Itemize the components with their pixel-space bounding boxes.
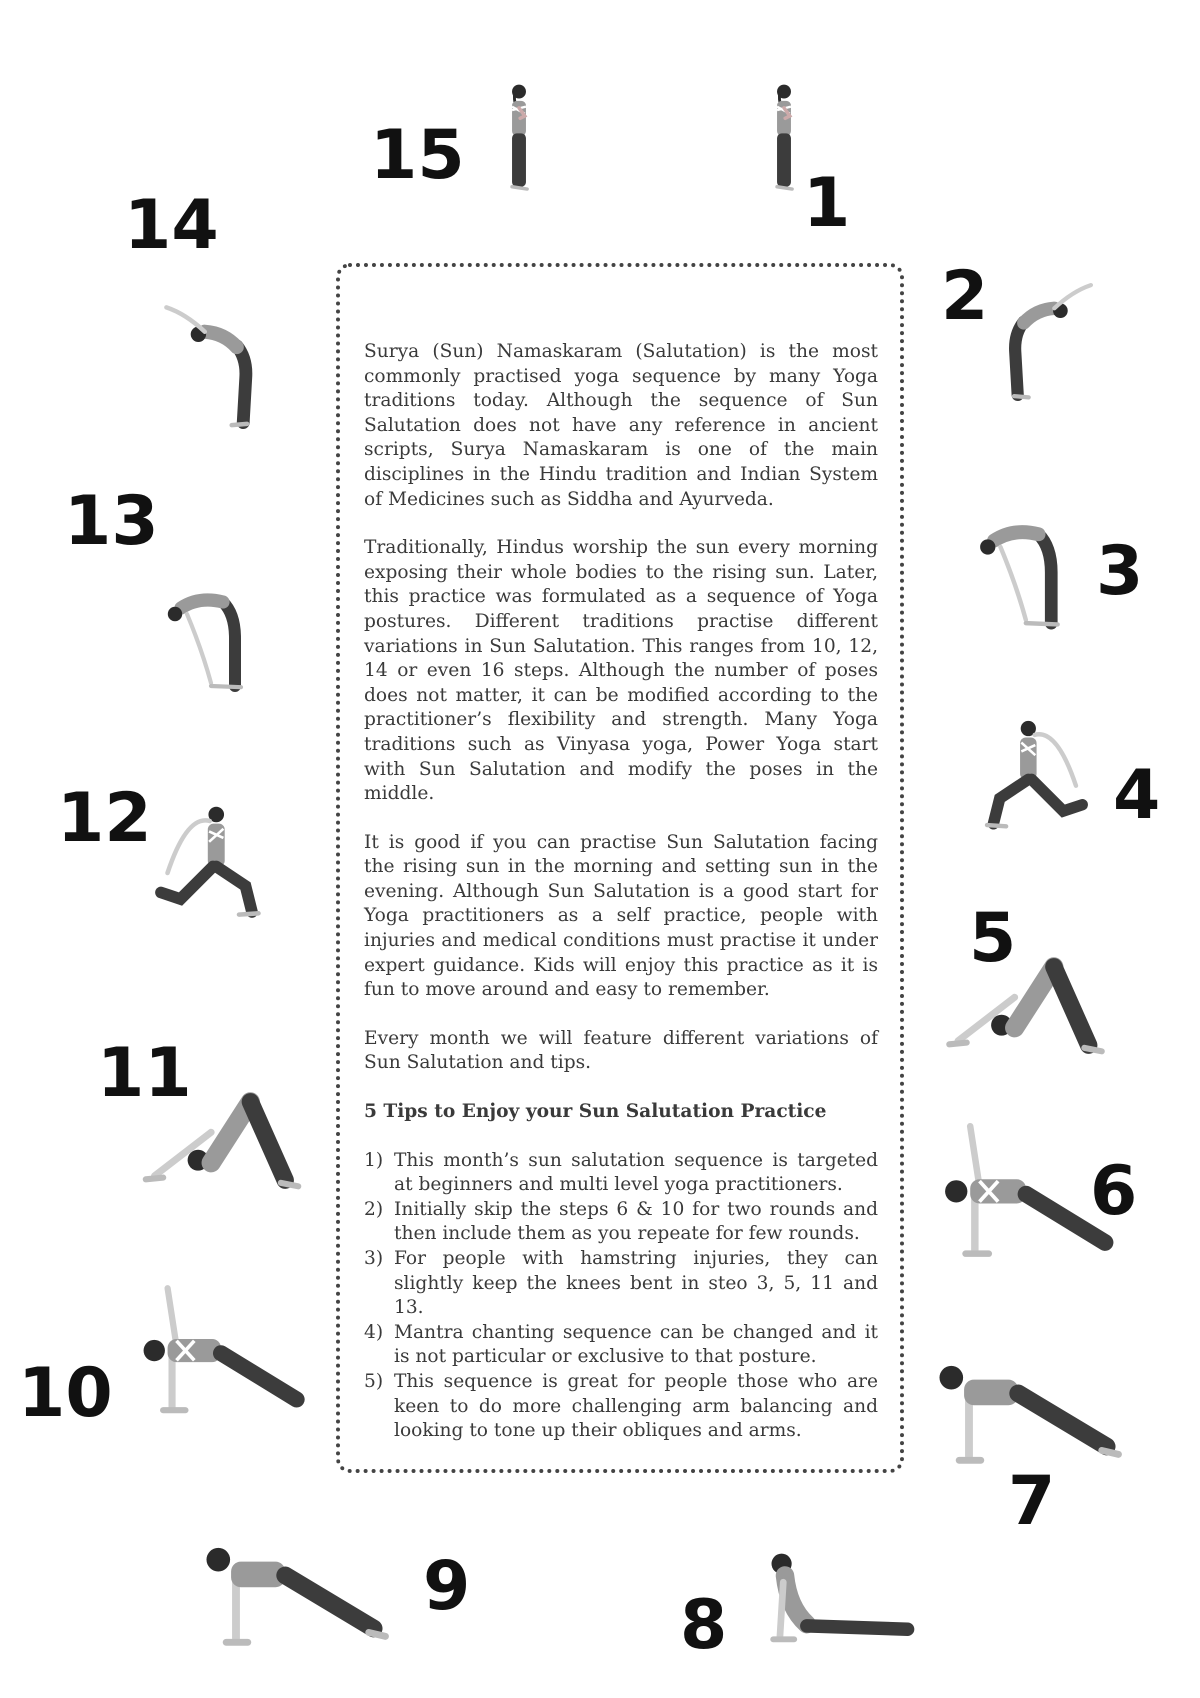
tip-item <box>364 1247 878 1321</box>
pose-12-figure <box>148 780 278 940</box>
article-body <box>364 340 878 1444</box>
step-number-3: 3 <box>1096 532 1144 611</box>
pose-1-figure <box>755 35 813 241</box>
pose-11-figure <box>118 1080 313 1202</box>
pose-5-figure <box>925 945 1113 1067</box>
pose-10-figure <box>132 1270 310 1440</box>
practice-paragraph: It is good if you can practise Sun Salutation facing the rising sun in the morning and setting sun in the evening. Although Sun Salutation is a good start for Yoga practitioners as a self practice, people with injuries and medical conditions must practise it under expert guidance. Kids will enjoy this practice as it is fun to move around and easy to remember. <box>364 831 878 1001</box>
history-paragraph: Traditionally, Hindus worship the sun every morning exposing their whole bodies to the rising sun. Later, this practice was formulated as a sequence of Yoga postures. Different traditions practise different variations in Sun Salutation. This ranges from 10, 12, 14 or even 16 steps. Although the number of poses does not matter, it can be modified according to the practitioner’s flexibility and strength. Many Yoga traditions such as Vinyasa yoga, Power Yoga start with Sun Salutation and modify the poses in the middle. <box>364 537 878 805</box>
tip-text: This sequence is great for people those who are keen to do more challenging arm balancing and looking to tone up their obliques and arms. <box>394 1370 878 1442</box>
step-number-5: 5 <box>969 899 1017 978</box>
tip-text: Mantra chanting sequence can be changed and it is not particular or exclusive to that posture. <box>394 1321 878 1368</box>
step-number-9: 9 <box>423 1547 471 1626</box>
step-number-10: 10 <box>18 1354 113 1433</box>
step-number-4: 4 <box>1113 756 1161 835</box>
tip-number: 1) <box>364 1149 384 1171</box>
step-number-7: 7 <box>1008 1462 1056 1541</box>
intro-paragraph: Surya (Sun) Namaskaram (Salutation) is the most commonly practised yoga sequence by many Yoga traditions today. Although the sequence of Sun Salutation does not have any reference in ancient scripts, Surya Namaskaram is one of the main disciplines in the Hindu tradition and Indian System of Medicines such as Siddha and Ayurveda. <box>364 341 878 510</box>
tip-item <box>364 1149 878 1198</box>
step-number-13: 13 <box>64 482 159 561</box>
pose-3-figure <box>956 490 1083 642</box>
pose-15-figure <box>490 35 548 241</box>
tip-item <box>364 1198 878 1247</box>
step-number-6: 6 <box>1090 1152 1138 1231</box>
tip-text: For people with hamstring injuries, they can slightly keep the knees bent in steo 3, 5, 11 and 13. <box>394 1248 878 1319</box>
tip-text: This month’s sun salutation sequence is targeted at beginners and multi level yoga practitioners. <box>394 1149 878 1196</box>
step-number-14: 14 <box>124 186 219 265</box>
tip-number: 2) <box>364 1198 384 1220</box>
tip-number: 3) <box>364 1248 384 1269</box>
step-number-12: 12 <box>57 779 152 858</box>
pose-14-figure <box>160 265 288 465</box>
pose-4-figure <box>968 690 1095 856</box>
step-number-11: 11 <box>97 1034 192 1113</box>
tip-number: 5) <box>364 1370 384 1392</box>
tip-item <box>364 1321 878 1370</box>
pose-6-figure <box>933 1118 1119 1274</box>
pose-2-figure <box>975 240 1097 440</box>
tips-list <box>364 1149 878 1444</box>
step-number-15: 15 <box>370 116 465 195</box>
step-number-2: 2 <box>941 257 989 336</box>
pose-13-figure <box>145 560 265 704</box>
step-number-1: 1 <box>803 164 851 243</box>
monthly-note-paragraph: Every month we will feature different variations of Sun Salutation and tips. <box>364 1027 878 1074</box>
tips-heading: 5 Tips to Enjoy your Sun Salutation Practice <box>364 1101 827 1123</box>
tip-number: 4) <box>364 1321 384 1343</box>
step-number-8: 8 <box>680 1586 728 1665</box>
tip-text: Initially skip the steps 6 & 10 for two rounds and then include them as you repeate for few rounds. <box>394 1198 878 1245</box>
pose-9-figure <box>195 1540 395 1658</box>
pose-8-figure <box>748 1540 916 1658</box>
tip-item <box>364 1370 878 1444</box>
pose-7-figure <box>928 1358 1128 1476</box>
